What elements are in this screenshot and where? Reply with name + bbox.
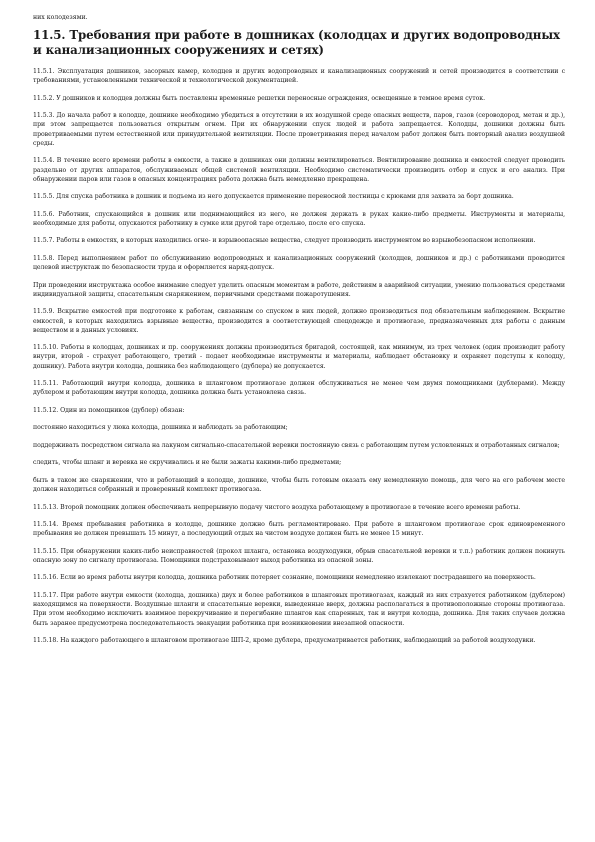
paragraph: 11.5.14. Время пребывания работника в колодце, дошнике должно быть регламентировано. При работе в шланговом противогазе срок единовременного пребывания не должен превышать 15 минут, а последующий отдых на чистом воздухе должен быть не менее 15 минут.	[33, 521, 565, 538]
list-item: следить, чтобы шланг и веревка не скручивались и не были зажаты какими-либо предметами;	[33, 459, 342, 467]
paragraph: 11.5.1. Эксплуатация дошников, засорных камер, колодцев и других водопроводных и канализационных сооружений и сетей производится в соответствии с требованиями, установленными технической и технологической документацией.	[33, 68, 565, 85]
paragraph: 11.5.11. Работающий внутри колодца, дошника в шланговом противогазе должен обслуживаться не менее чем двумя помощниками (дублерами). Между дублером и работающим внутри колодца, дошника должна быть установлена связь.	[33, 380, 565, 397]
paragraph: 11.5.8. Перед выполнением работ по обслуживанию водопроводных и канализационных сооружений (колодцев, дошников и др.) с работниками проводится целевой инструктаж по безопасности труда и оформляется наряд-допуск.	[33, 254, 565, 272]
paragraph: 11.5.2. У дошников и колодцев должны быть поставлены временные решетки переносные ограждения, освещенные в темное время суток.	[33, 94, 485, 102]
paragraph: 11.5.15. При обнаружении каких-либо неисправностей (прокол шланга, остановка воздуходувки, обрыв спасательной веревки и т.п.) работник должен покинуть опасную зону по сигналу противогаза. Помощники подстраховывают выход работника из опасной зоны.	[33, 547, 565, 564]
paragraph: 11.5.4. В течение всего времени работы в емкости, а также в дошниках они должны вентилироваться. Вентилирование дошника и емкостей следует проводить раздельно от других аппаратов, обслуживаемых общей системой вентиляции. Необходимо систематически производить отбор и спуск и его анализ. При обнаружении паров или газов в опасных концентрациях работа должна быть немедленно прекращена.	[33, 157, 565, 183]
paragraph: 11.5.17. При работе внутри емкости (колодца, дошника) двух и более работников в шланговых противогазах, каждый из них страхуется работником (дублером) находящимся на поверхности. Воздушные шланги и спасательные веревки, выведенные вверх, должны располагаться в противоположные стороны противогаза. При этом необходимо исключить взаимное перекручивание и перегибание шлангов как спаренных, так и внутри колодца, дошника. Для таких случаев должна быть заранее предусмотрена последовательность эвакуации работника при возникновении внезапной опасности.	[33, 591, 565, 627]
paragraph: 11.5.18. На каждого работающего в шланговом противогазе ШП-2, кроме дублера, предусматривается работник, наблюдающий за работой воздуходувки.	[33, 637, 536, 645]
list-item: быть в таком же снаряжении, что и работающий в колодце, дошнике, чтобы быть готовым оказать ему немедленную помощь, для чего на его рабочем месте должен находиться собранный и проверенный комплект противогаза.	[33, 476, 565, 494]
list-item: постоянно находиться у люка колодца, дошника и наблюдать за работающим;	[33, 424, 288, 432]
paragraph: 11.5.5. Для спуска работника в дошник и подъема из него допускается применение переносной лестницы с крюками для захвата за борт дошника.	[33, 193, 514, 201]
paragraph: 11.5.3. До начала работ в колодце, дошнике необходимо убедиться в отсутствии в их воздушной среде опасных веществ, паров, газов (сероводород, метан и др.), при этом запрещается пользоваться открытым огнем. При их обнаружении спуск людей и работа запрещается. Колодцы, дошники должны быть проветриваемыми путем естественной или принудительной вентиляции. После проветривания перед началом работ должен быть повторный анализ воздушной среды.	[33, 112, 565, 147]
paragraph: 11.5.12. Один из помощников (дублер) обязан:	[33, 406, 185, 414]
previous-page-fragment: них колодезями.	[33, 14, 88, 21]
paragraph: 11.5.7. Работы в емкостях, в которых находились огне- и взрывоопасные вещества, следует производить инструментом во взрывобезопасном исполнении.	[33, 237, 536, 245]
paragraph: 11.5.6. Работник, спускающийся в дошник или поднимающийся из него, не должен держать в руках какие-либо предметы. Инструменты и материалы, необходимые для работы, опускаются работнику в сумке или другой таре отдельно, после его спуска.	[33, 210, 565, 227]
paragraph: 11.5.16. Если во время работы внутри колодца, дошника работник потеряет сознание, помощники немедленно извлекают пострадавшего на поверхность.	[33, 574, 536, 582]
paragraph: При проведении инструктажа особое внимание следует уделить опасным моментам в работе, действиям в аварийной ситуации, умению пользоваться средствами индивидуальной защиты, спасательным снаряжением, первичными средствами пожаротушения.	[33, 281, 565, 298]
section-body	[33, 67, 565, 645]
list-item: поддерживать посредством сигнала на лакуном сигнально-спасательной веревки постоянную связь с работающим путем условленных и отработанных сигналов;	[33, 441, 560, 449]
paragraph: 11.5.9. Вскрытие емкостей при подготовке к работам, связанным со спуском в них людей, должно производиться под обязательным наблюдением. Вскрытие емкостей, в которых находились взрывные вещества, производится в соответствующей спецодежде и противогазе, предназначенных для работы с данным веществом и в данных условиях.	[33, 308, 565, 334]
paragraph: 11.5.13. Второй помощник должен обеспечивать непрерывную подачу чистого воздуха работающему в противогазе в течение всего времени работы.	[33, 503, 521, 511]
paragraph: 11.5.10. Работы в колодцах, дошниках и пр. сооружениях должны производиться бригадой, состоящей, как минимум, из трех человек (один производит работу внутри, второй - страхует работающего, третий - подает необходимые инструменты и материалы, наблюдает обстановку и охраняет подступы к колодцу, дошнику). Работа внутри колодца, дошника без наблюдающего (дублера) не допускается.	[33, 344, 565, 370]
section-heading: 11.5. Требования при работе в дошниках (колодцах и других водопроводных и канализационных сооружениях и сетях)	[33, 28, 560, 57]
